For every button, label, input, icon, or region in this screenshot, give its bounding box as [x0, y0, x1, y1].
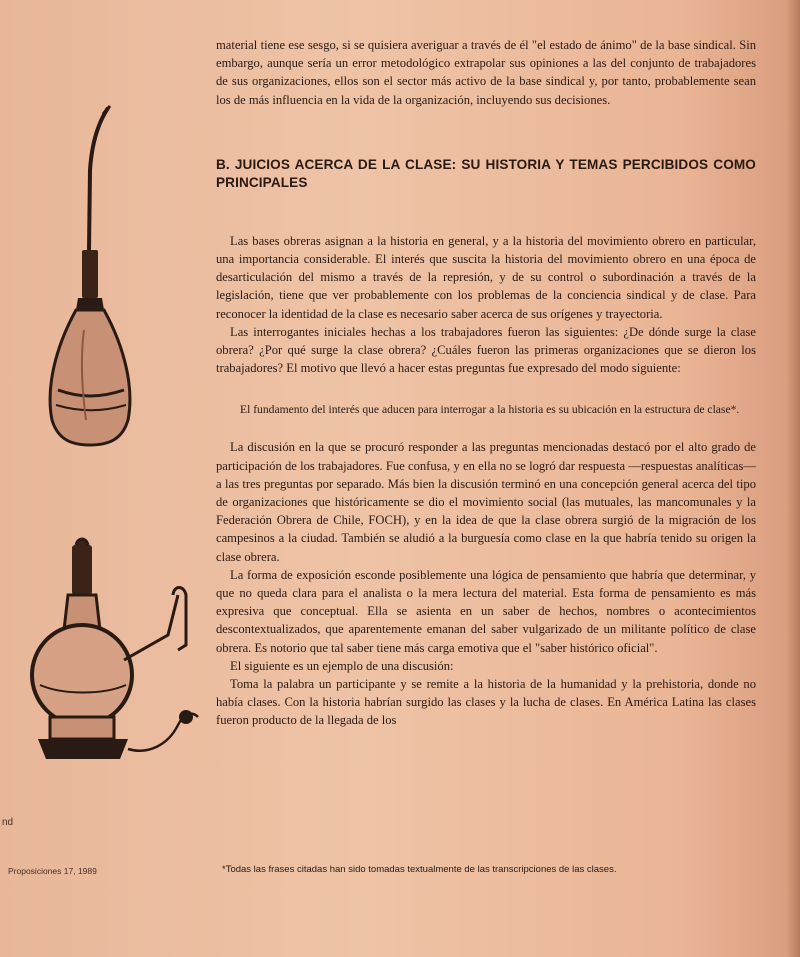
paragraph-6: Toma la palabra un participante y se remite a la historia de la humanidad y la prehistoria, donde no había clases. Con la historia habrían surgido las clases y la lucha de clases. En América Latina las clases fueron producto de la llegada de los: [216, 677, 756, 728]
page-edge-shadow: [786, 0, 800, 957]
margin-page-label: nd: [2, 817, 14, 828]
footnote: *Todas las frases citadas han sido tomadas textualmente de las transcripciones de las clases.: [222, 864, 617, 875]
paragraph-1: Las bases obreras asignan a la historia en general, y a la historia del movimiento obrero en particular, una importancia considerable. El interés que suscita la historia del movimiento obrero en una época de desarticulación del mismo a través de la represión, y de su control o subordinación a través de la legislación, tiene que ver probablemente con los problemas de la conciencia sindical y de clase. Para reconocer la identidad de la clase es necesario saber acerca de sus orígenes y trayectoria.: [216, 233, 756, 321]
paragraph-5: El siguiente es un ejemplo de una discusión:: [230, 658, 454, 673]
pipette-bulb-icon: [40, 100, 140, 470]
publication-credit: Proposiciones 17, 1989: [8, 866, 97, 876]
paragraph-2: Las interrogantes iniciales hechas a los trabajadores fueron las siguientes: ¿De dónde surge la clase obrera? ¿Por qué surge la clase obrera? ¿Cuáles fueron las primeras organizaciones que se dieron los trabajadores? El motivo que llevó a hacer estas preguntas fue expresado del modo siguiente:: [216, 324, 756, 376]
paragraph-4: La forma de exposición esconde posiblemente una lógica de pensamiento que habría que determinar, y que no queda clara para el analista o la mera lectura del material. Esta forma de pensamiento es más expresiva que conceptual. Ella se asienta en un saber de hechos, nombres o acontecimientos descontextualizados, que aparentemente emanan del saber vulgarizado de un militante político de clase obrera. Es notorio que tal saber tiene más carga emotiva que el "saber histórico oficial".: [216, 567, 756, 655]
main-text-column: [216, 36, 756, 730]
round-flask-burner-icon: [28, 535, 203, 775]
block-quote: El fundamento del interés que aducen para interrogar a la historia es su ubicación en la estructura de clase*.: [240, 403, 740, 417]
paragraph-3: La discusión en la que se procuró responder a las preguntas mencionadas destacó por el alto grado de participación de los trabajadores. Fue confusa, y en ella no se logró dar respuesta —respuestas analíticas— a las tres preguntas por separado. Más bien la discusión terminó en una concepción general acerca del tipo de organizaciones que históricamente se dio el movimiento social (las mutuales, las mancomunales y la Federación Obrera de Chile, FOCH), y en la idea de que la clase obrera surgió de la migración de los campesinos a la ciudad. También se aludió a la burguesía como clase en la que habría tenido su origen la clase obrera.: [216, 440, 756, 564]
paragraph-intro: material tiene ese sesgo, si se quisiera averiguar a través de él "el estado de ánimo" de la base sindical. Sin embargo, aunque sería un error metodológico extrapolar sus opiniones a las del conjunto de trabajadores de sus organizaciones, ellos son el sector más activo de la base sindical y, por tanto, probablemente sean los de más influencia en la vida de la organización, incluyendo sus decisiones.: [216, 38, 756, 107]
section-heading: B. JUICIOS ACERCA DE LA CLASE: SU HISTORIA Y TEMAS PERCIBIDOS COMO PRINCIPALES: [216, 156, 756, 190]
